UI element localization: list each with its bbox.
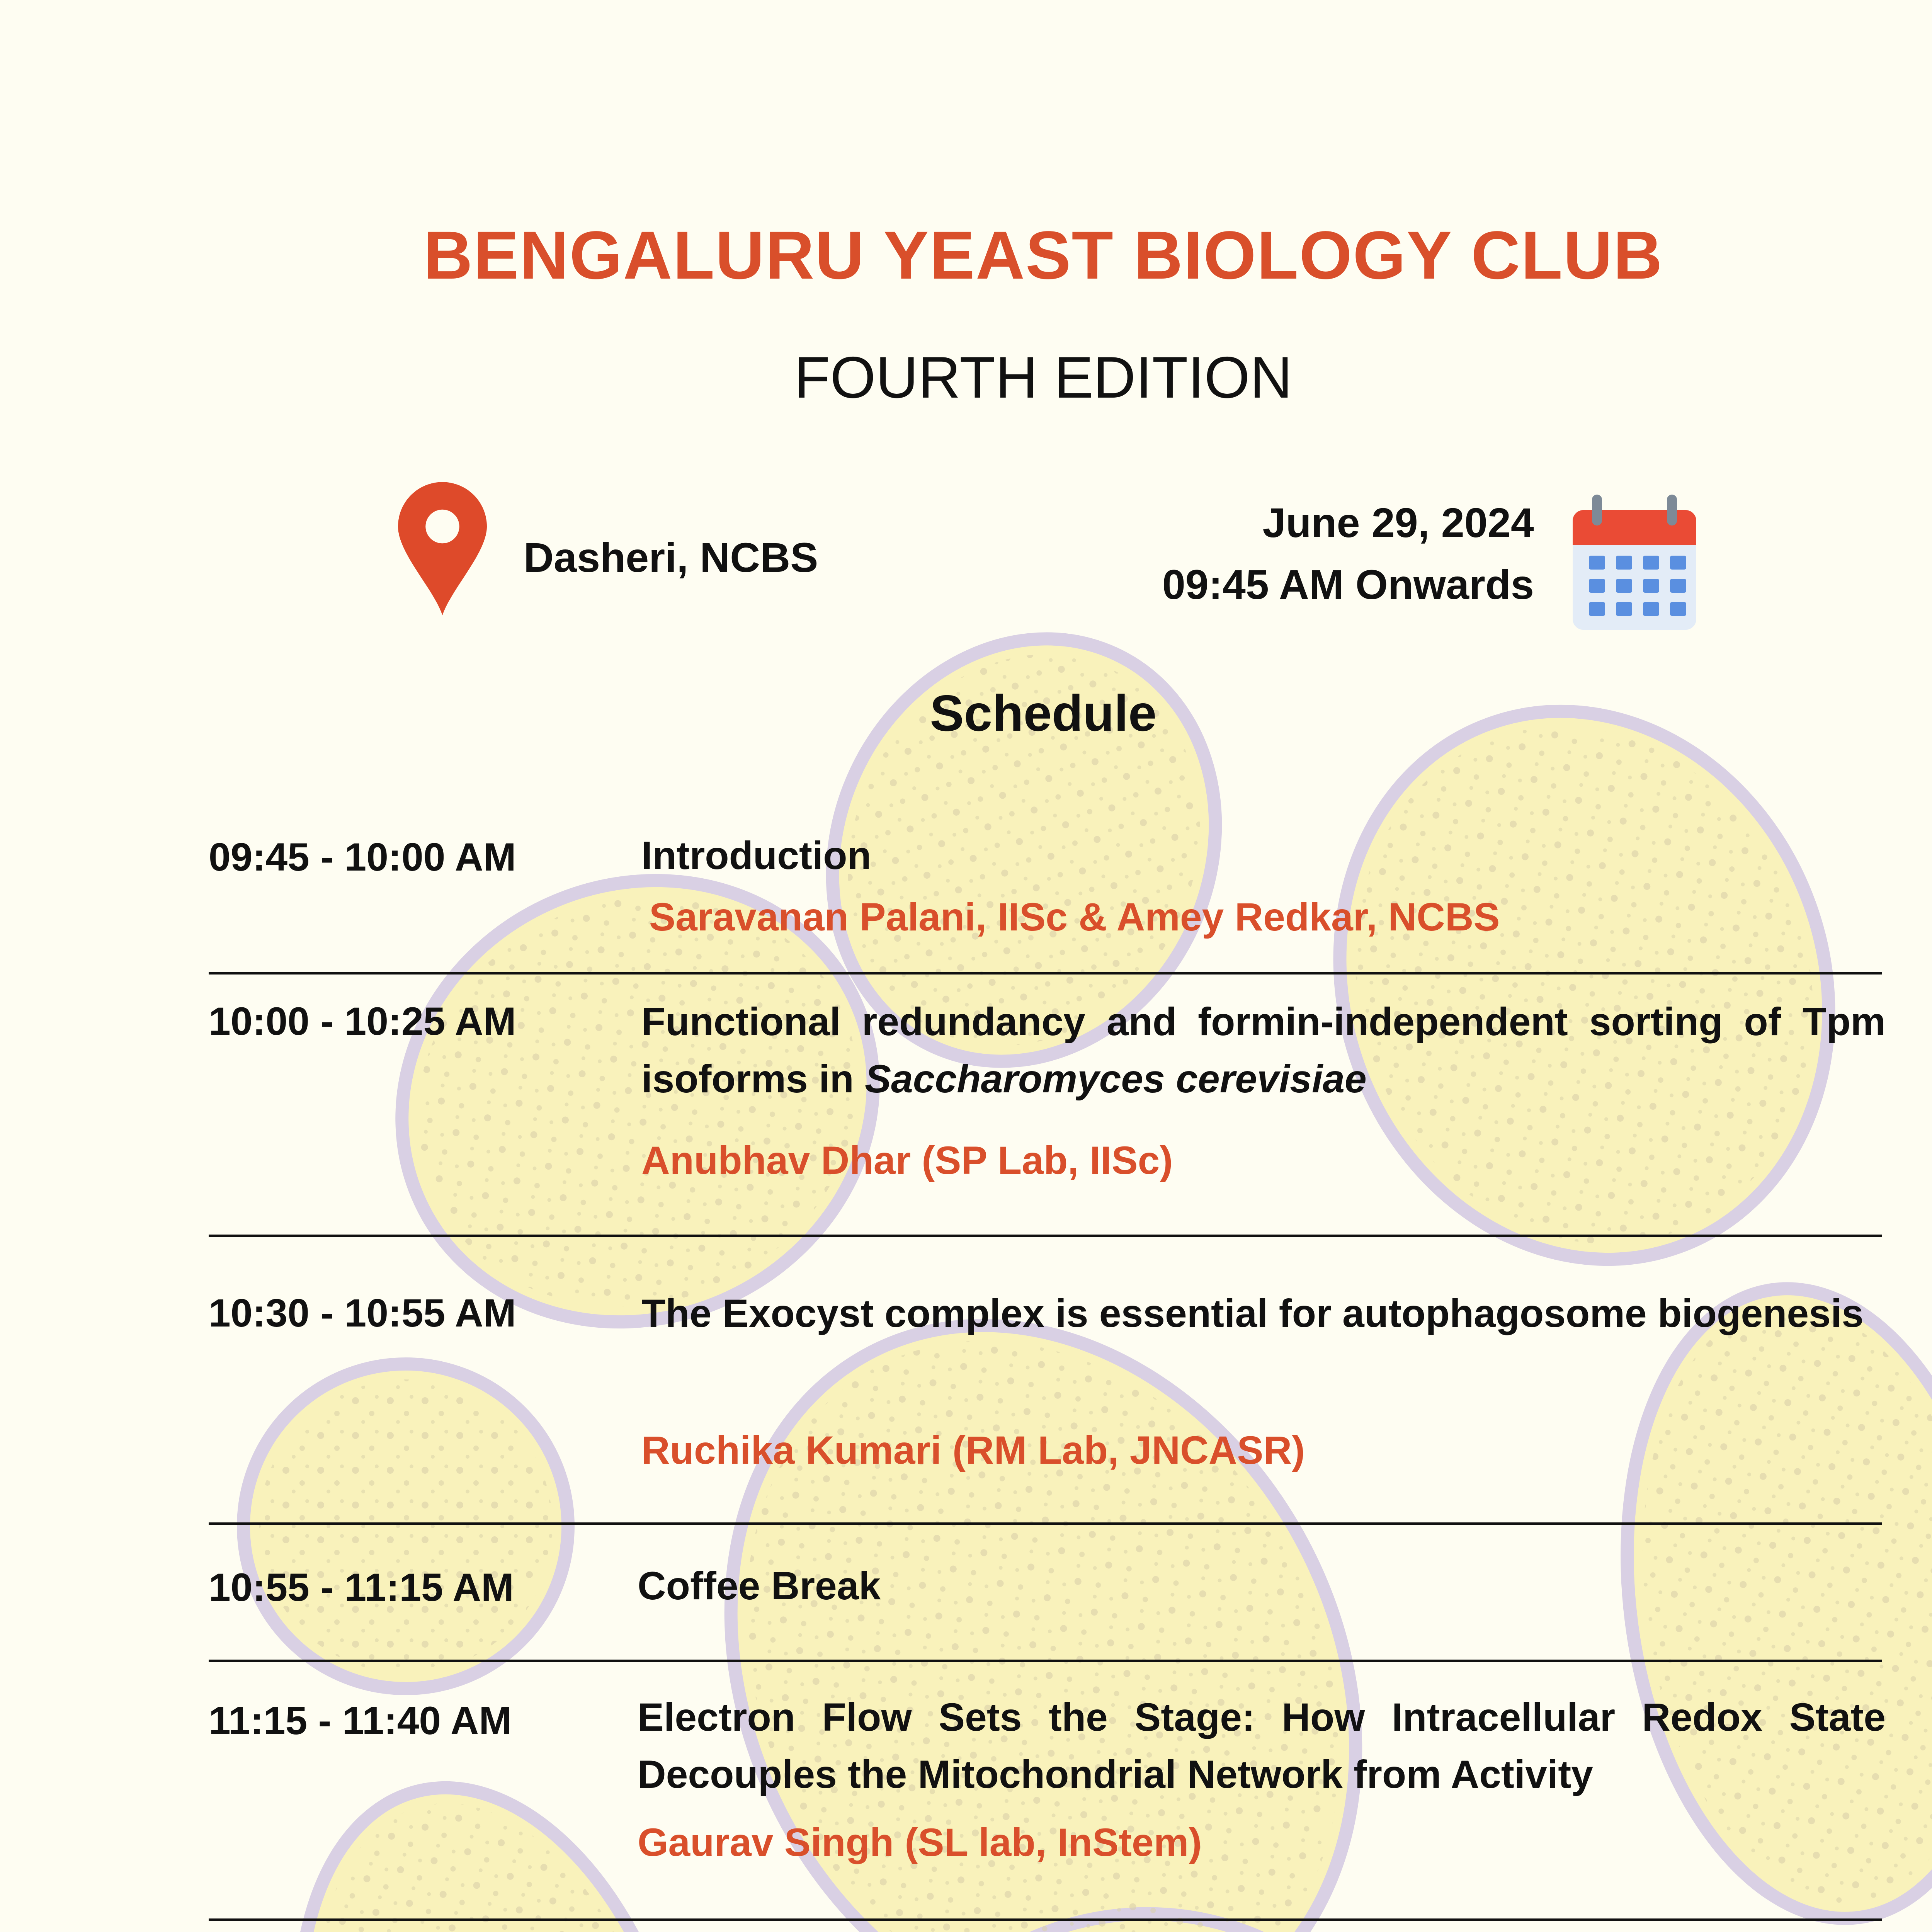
event-date: June 29, 2024 (1262, 499, 1534, 546)
slot-divider (209, 1918, 1882, 1921)
slot-title: Coffee Break (638, 1564, 881, 1608)
slot-speaker: Gaurav Singh (SL lab, InStem) (638, 1820, 1202, 1864)
edition-subtitle: FOURTH EDITION (794, 345, 1293, 410)
slot-divider (209, 972, 1882, 975)
slot-time: 10:55 - 11:15 AM (209, 1565, 514, 1609)
slot-divider (209, 1235, 1882, 1237)
slot-time: 10:00 - 10:25 AM (209, 999, 516, 1043)
slot-title: Electron Flow Sets the Stage: How Intracellular Redox State Decouples the Mitochondrial Network from Activity (638, 1695, 1886, 1796)
location-pin-icon (398, 481, 487, 616)
slot-title: Functional redundancy and formin-independent sorting of Tpm isoforms in Saccharomyces cerevisiae (641, 1000, 1886, 1101)
event-title: BENGALURU YEAST BIOLOGY CLUB (423, 218, 1663, 293)
slot-speaker: Ruchika Kumari (RM Lab, JNCASR) (641, 1428, 1305, 1472)
venue-text: Dasheri, NCBS (524, 534, 818, 581)
event-start-time: 09:45 AM Onwards (1162, 561, 1534, 608)
slot-title: The Exocyst complex is essential for autophagosome biogenesis (641, 1291, 1864, 1335)
slot-title: Introduction (641, 833, 871, 878)
slot-speaker: Anubhav Dhar (SP Lab, IISc) (641, 1138, 1173, 1182)
slot-divider (209, 1660, 1882, 1662)
schedule-heading: Schedule (930, 685, 1157, 742)
calendar-icon (1569, 495, 1700, 634)
slot-divider (209, 1522, 1882, 1525)
slot-time: 09:45 - 10:00 AM (209, 835, 516, 879)
slot-speaker: Saravanan Palani, IISc & Amey Redkar, NCBS (649, 895, 1500, 939)
slot-time: 11:15 - 11:40 AM (209, 1699, 512, 1743)
slot-time: 10:30 - 10:55 AM (209, 1291, 516, 1335)
